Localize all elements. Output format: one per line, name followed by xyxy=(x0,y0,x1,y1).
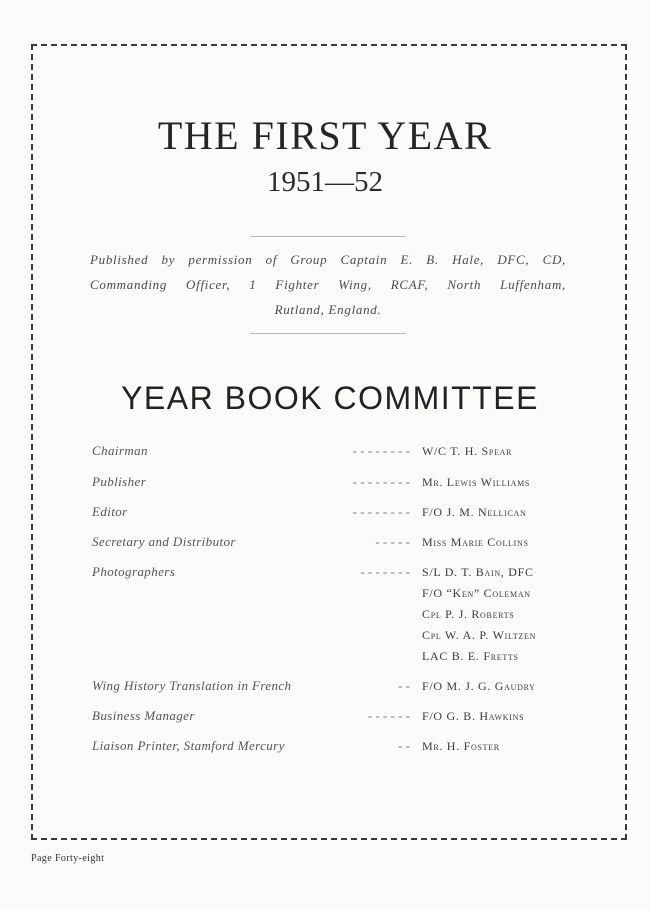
role-label: Business Manager xyxy=(92,708,195,723)
page-title: THE FIRST YEAR xyxy=(157,113,493,158)
member-name: LAC B. E. Fretts xyxy=(422,649,519,663)
role-label: Liaison Printer, Stamford Mercury xyxy=(92,738,285,753)
committee-row-chairman xyxy=(92,441,572,462)
member-name: Mr. Lewis Williams xyxy=(422,475,531,489)
committee-roster xyxy=(92,441,572,757)
committee-heading: YEAR BOOK COMMITTEE xyxy=(121,380,539,416)
dot-leader: - - - - - - - - xyxy=(352,474,410,489)
dot-leader: - - - - - - - xyxy=(360,564,410,579)
role-label: Secretary and Distributor xyxy=(92,534,236,549)
committee-row-publisher xyxy=(92,472,572,493)
page-number: Page Forty-eight xyxy=(31,853,105,864)
publication-notice xyxy=(90,247,566,322)
dot-leader: - - - - - - - - xyxy=(352,504,410,519)
dot-leader: - - - - - - xyxy=(367,708,410,723)
committee-row-photographers xyxy=(92,562,572,667)
member-name: F/O “Ken” Coleman xyxy=(422,586,531,600)
committee-row-secretary xyxy=(92,532,572,553)
member-name: Miss Marie Collins xyxy=(422,535,529,549)
committee-row-liaison-printer xyxy=(92,736,572,757)
member-name: F/O M. J. G. Gaudry xyxy=(422,679,536,693)
year-range: 1951—52 xyxy=(267,166,383,198)
committee-row-translation xyxy=(92,676,572,697)
member-name: Cpl W. A. P. Wiltzen xyxy=(422,628,537,642)
dot-leader: - - - - - xyxy=(375,534,410,549)
dot-leader: - - - - - - - - xyxy=(352,443,410,458)
member-name: Cpl P. J. Roberts xyxy=(422,607,515,621)
publication-line-3: Rutland, England. xyxy=(274,302,382,317)
divider-top xyxy=(250,236,406,237)
committee-row-editor xyxy=(92,502,572,523)
dot-leader: - - xyxy=(398,738,410,753)
member-name: F/O G. B. Hawkins xyxy=(422,709,525,723)
publication-line-1: Published by permission of Group Captain E. B. Hale, DFC, CD, xyxy=(90,252,566,267)
role-label: Photographers xyxy=(92,564,176,579)
member-name: Mr. H. Foster xyxy=(422,739,500,753)
member-name: S/L D. T. Bain, DFC xyxy=(422,565,534,579)
role-label: Publisher xyxy=(92,474,147,489)
role-label: Editor xyxy=(92,504,128,519)
committee-row-business-manager xyxy=(92,706,572,727)
role-label: Chairman xyxy=(92,443,148,458)
publication-line-2: Commanding Officer, 1 Fighter Wing, RCAF, North Luffenham, xyxy=(90,277,566,292)
role-label: Wing History Translation in French xyxy=(92,678,292,693)
member-name: F/O J. M. Nellican xyxy=(422,505,527,519)
member-name: W/C T. H. Spear xyxy=(422,444,513,458)
dot-leader: - - xyxy=(398,678,410,693)
divider-bottom xyxy=(250,333,406,334)
